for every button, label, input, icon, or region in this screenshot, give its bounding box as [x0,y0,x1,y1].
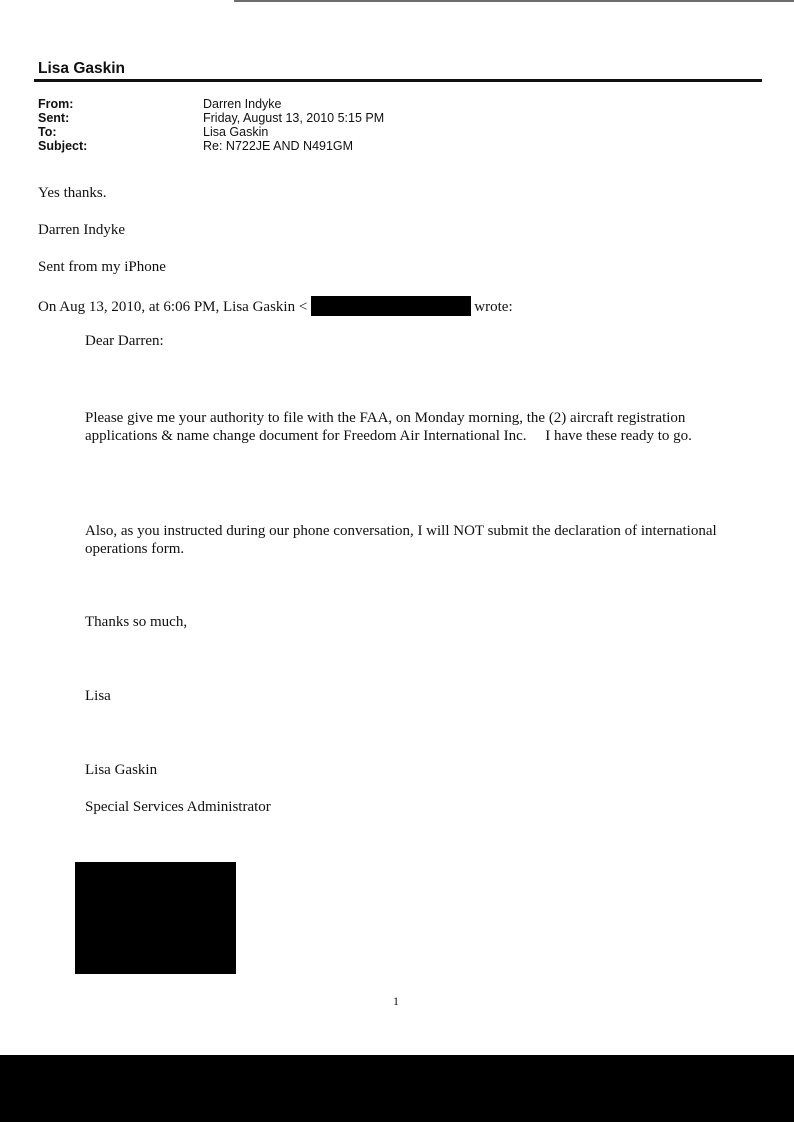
reply-signature: Darren Indyke [38,222,126,238]
header-sent-row [38,111,384,125]
from-value: Darren Indyke [203,97,282,111]
to-value: Lisa Gaskin [203,125,269,139]
reply-text: Yes thanks. [38,185,107,201]
quoted-closing: Thanks so much, [85,614,188,630]
top-edge-line [234,0,794,2]
quoted-greeting: Dear Darren: [85,333,164,349]
sent-value: Friday, August 13, 2010 5:15 PM [203,111,385,125]
quoted-paragraph-request: Please give me your authority to file with the FAA, on Monday morning, the (2) aircraft registration applications & name change document for Freedom Air International Inc. I have these ready to go. [85,410,692,444]
redacted-signature-block [75,862,236,974]
signature-title: Special Services Administrator [85,799,271,815]
subject-value: Re: N722JE AND N491GM [203,139,354,153]
mailbox-owner-name: Lisa Gaskin [38,60,126,77]
header-from-row [38,97,384,111]
header-rule [34,79,762,82]
quote-intro-text: On Aug 13, 2010, at 6:06 PM, Lisa Gaskin < [38,299,308,315]
sent-label: Sent: [38,111,70,125]
redacted-footer-band [0,1055,794,1122]
quoted-signoff: Lisa [85,688,111,704]
header-to-row [38,125,384,139]
signature-name: Lisa Gaskin [85,762,158,778]
reply-device-note: Sent from my iPhone [38,259,166,275]
from-label: From: [38,97,74,111]
email-header-block [38,97,384,153]
quoted-paragraph-instruction: Also, as you instructed during our phone conversation, I will NOT submit the declaration of international operations form. [85,523,717,557]
redacted-email-bar [311,296,471,316]
subject-label: Subject: [38,139,88,153]
header-subject-row [38,139,384,153]
to-label: To: [38,125,57,139]
quote-intro [38,296,513,316]
quote-intro-wrote: wrote: [474,299,513,315]
page-number: 1 [393,994,399,1008]
